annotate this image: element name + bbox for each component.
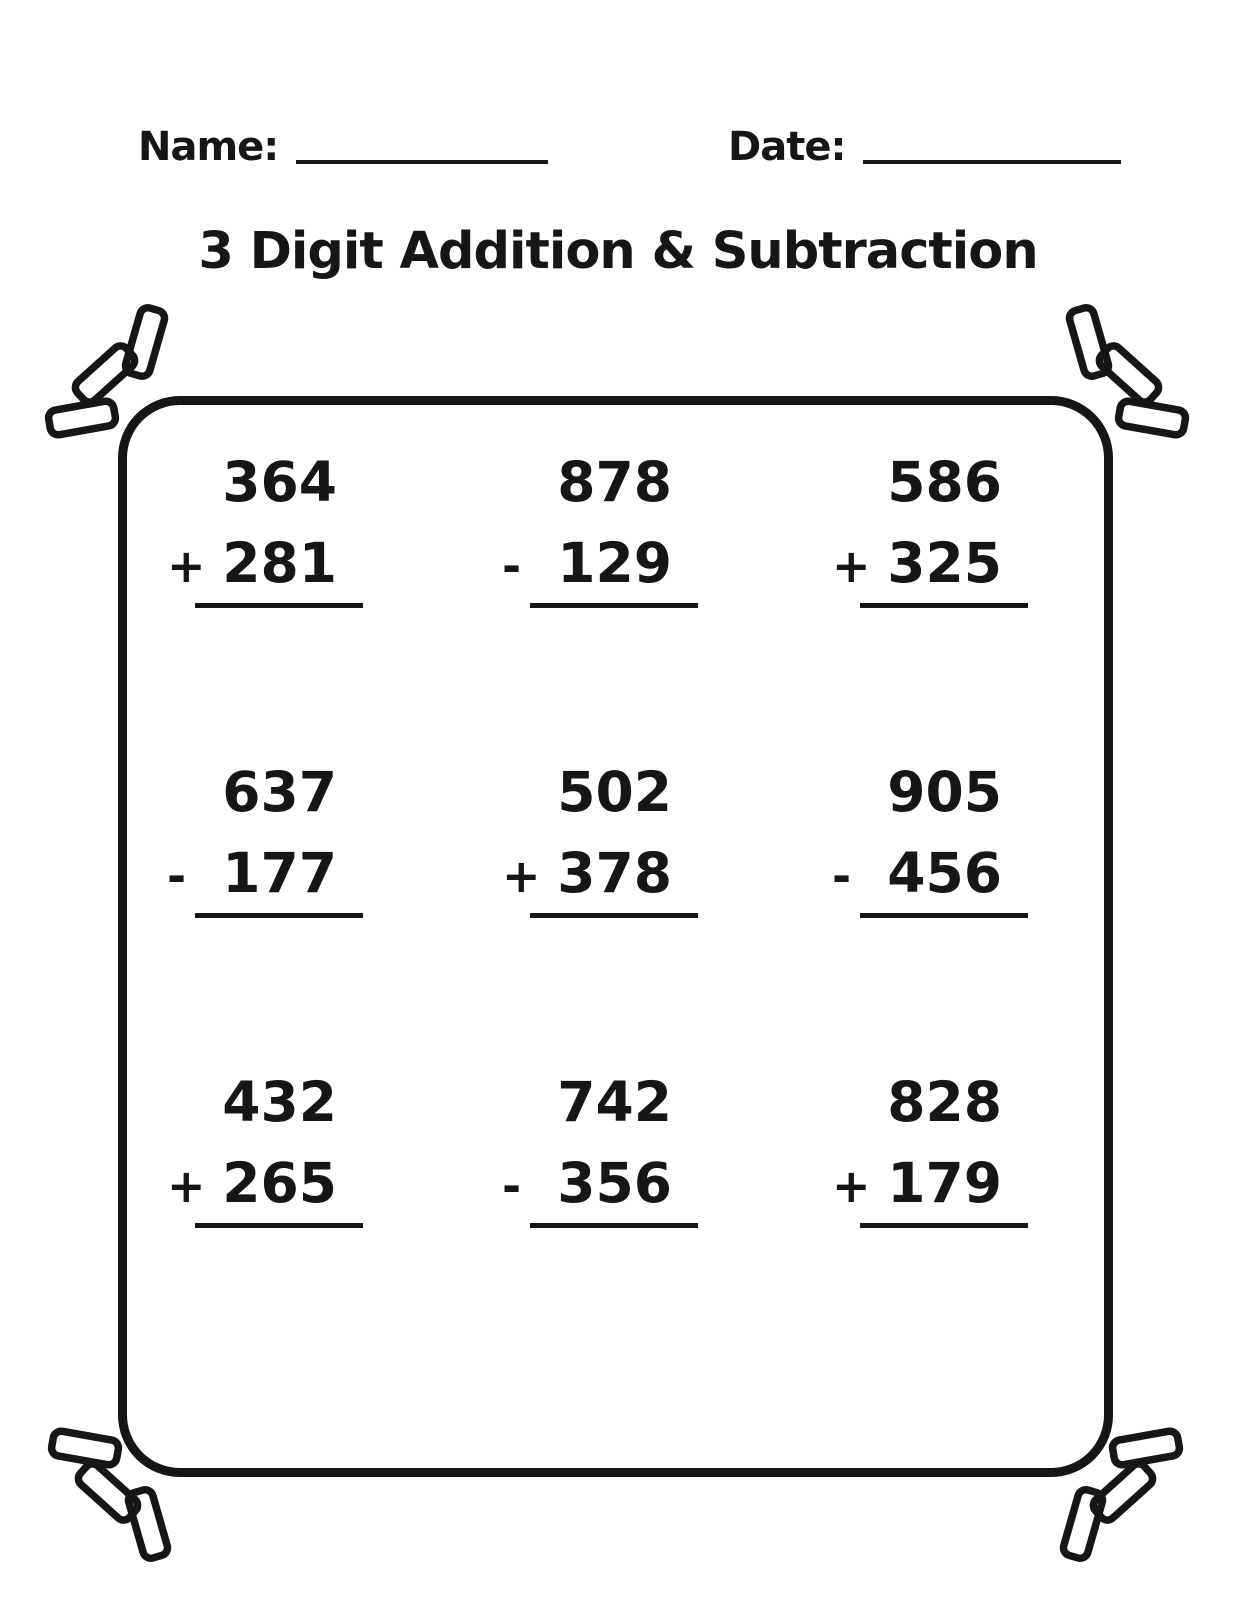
top-operand: 502 — [557, 760, 672, 824]
top-operand: 742 — [557, 1070, 672, 1134]
answer-line[interactable] — [530, 913, 698, 918]
bottom-operand: 356 — [557, 1151, 672, 1216]
bottom-operand: 177 — [222, 841, 337, 906]
answer-line[interactable] — [860, 913, 1028, 918]
plus-operator: + — [167, 539, 206, 594]
name-label: Name: — [138, 124, 279, 170]
problem-1 — [165, 450, 363, 763]
problem-7 — [165, 1070, 363, 1468]
problem-9 — [830, 1070, 1028, 1468]
problem-8 — [500, 1070, 698, 1468]
date-field — [728, 126, 1121, 168]
answer-line[interactable] — [530, 1223, 698, 1228]
bottom-operand: 325 — [887, 531, 1002, 596]
answer-line[interactable] — [860, 1223, 1028, 1228]
answer-line[interactable] — [530, 603, 698, 608]
problem-3 — [830, 450, 1028, 763]
date-fill-in-line[interactable] — [863, 160, 1121, 164]
plus-operator: + — [502, 849, 541, 904]
plus-operator: + — [832, 1159, 871, 1214]
top-operand: 432 — [222, 1070, 337, 1134]
answer-line[interactable] — [195, 603, 363, 608]
bottom-operand: 456 — [887, 841, 1002, 906]
problem-4 — [165, 760, 363, 1073]
top-operand: 586 — [887, 450, 1002, 514]
bottom-operand: 265 — [222, 1151, 337, 1216]
bottom-operand: 378 — [557, 841, 672, 906]
bottom-operand: 281 — [222, 531, 337, 596]
problem-6 — [830, 760, 1028, 1073]
name-fill-in-line[interactable] — [296, 160, 548, 164]
answer-line[interactable] — [195, 913, 363, 918]
top-operand: 364 — [222, 450, 337, 514]
plus-operator: + — [832, 539, 871, 594]
page-title: 3 Digit Addition & Subtraction — [198, 222, 1038, 281]
top-operand: 828 — [887, 1070, 1002, 1134]
problem-2 — [500, 450, 698, 763]
top-operand: 878 — [557, 450, 672, 514]
problem-5 — [500, 760, 698, 1073]
name-field — [138, 126, 548, 168]
worksheet-box — [118, 396, 1113, 1477]
top-operand: 905 — [887, 760, 1002, 824]
bottom-operand: 179 — [887, 1151, 1002, 1216]
plus-operator: + — [167, 1159, 206, 1214]
bottom-operand: 129 — [557, 531, 672, 596]
date-label: Date: — [728, 124, 846, 170]
top-operand: 637 — [222, 760, 337, 824]
answer-line[interactable] — [195, 1223, 363, 1228]
minus-operator: - — [167, 849, 187, 904]
answer-line[interactable] — [860, 603, 1028, 608]
minus-operator: - — [502, 1159, 522, 1214]
minus-operator: - — [832, 849, 852, 904]
minus-operator: - — [502, 539, 522, 594]
